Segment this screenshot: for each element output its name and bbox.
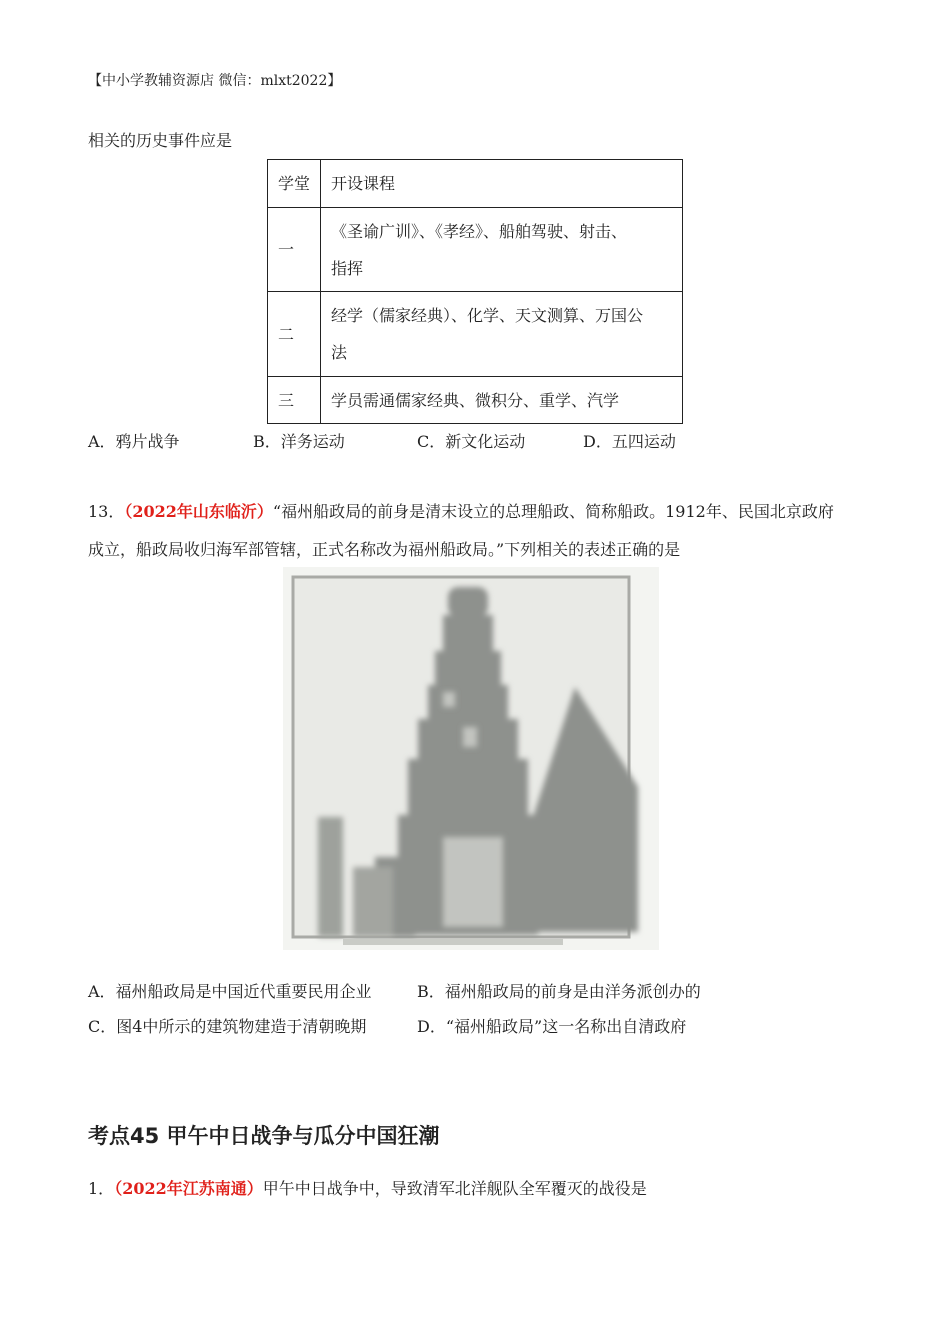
- table-header-courses: 开设课程: [321, 160, 683, 208]
- table-cell-courses: 学员需通儒家经典、微积分、重学、汽学: [321, 377, 683, 424]
- q13-stem-line2: 成立，船政局收归海军部管辖，正式名称改为福州船政局。”下列相关的表述正确的是: [88, 540, 681, 559]
- table-cell-courses: [321, 208, 683, 292]
- pagoda-image: [283, 567, 659, 950]
- courses-line: 法: [331, 343, 348, 362]
- courses-table: [267, 159, 683, 424]
- table-row: [268, 292, 683, 377]
- question-stem: 甲午中日战争中，导致清军北洋舰队全军覆灭的战役是: [262, 1179, 647, 1198]
- table-cell-school: 一: [268, 208, 321, 292]
- section-title: 考点45 甲午中日战争与瓜分中国狂潮: [88, 1124, 440, 1148]
- pagoda-photo: [283, 567, 659, 950]
- courses-line: 经学（儒家经典）、化学、天文测算、万国公: [331, 306, 644, 325]
- table-cell-school: 三: [268, 377, 321, 424]
- table-row: [268, 208, 683, 292]
- courses-line: 《圣谕广训》、《孝经》、船舶驾驶、射击、: [331, 221, 628, 241]
- table-header-row: [268, 160, 683, 208]
- question-source: （2022年山东临沂）: [124, 502, 273, 521]
- q13-option-b: B．福州船政局的前身是由洋务派创办的: [417, 982, 701, 1001]
- q13-option-c: C．图4中所示的建筑物建造于清朝晚期: [88, 1017, 367, 1036]
- table-row: [268, 377, 683, 424]
- header-note: 【中小学教辅资源店 微信：mlxt2022】: [88, 73, 342, 89]
- q12-intro: 相关的历史事件应是: [88, 131, 233, 150]
- q13-stem-line1: [88, 499, 834, 522]
- q12-option-b: B．洋务运动: [253, 432, 345, 451]
- q12-option-c: C．新文化运动: [417, 432, 526, 451]
- q13-option-d: D．“福州船政局”这一名称出自清政府: [417, 1017, 687, 1036]
- q12-option-d: D．五四运动: [583, 432, 676, 451]
- q12-option-a: A．鸦片战争: [88, 432, 180, 451]
- q13-option-a: A．福州船政局是中国近代重要民用企业: [88, 982, 372, 1001]
- table-cell-courses: [321, 292, 683, 377]
- table-cell-school: 二: [268, 292, 321, 377]
- question-number: 13．: [88, 502, 125, 521]
- question-stem: “福州船政局的前身是清末设立的总理船政、简称船政。1912年、民国北京政府: [272, 502, 834, 521]
- table-header-school: 学堂: [268, 160, 321, 208]
- q1-stem: [88, 1176, 647, 1199]
- question-source: （2022年江苏南通）: [114, 1179, 263, 1198]
- courses-line: 指挥: [331, 258, 364, 278]
- question-number: 1．: [88, 1179, 115, 1198]
